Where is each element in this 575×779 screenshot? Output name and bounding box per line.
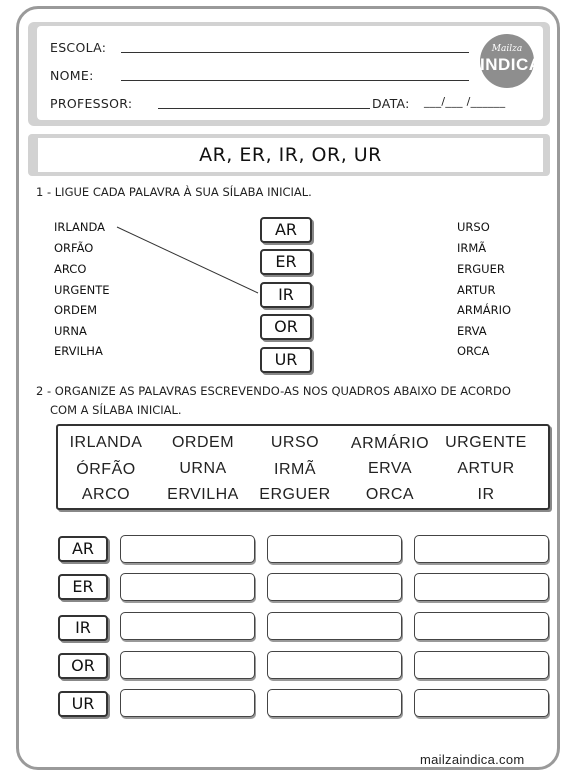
row-label-ur: UR [58, 691, 108, 717]
right-word[interactable]: IRMÃ [457, 241, 487, 255]
syllable-box-ur[interactable]: UR [260, 347, 312, 373]
bank-word: ORDEM [171, 434, 235, 451]
answer-box[interactable] [120, 612, 255, 640]
answer-box[interactable] [267, 612, 402, 640]
left-word[interactable]: URGENTE [54, 283, 110, 297]
right-word[interactable]: ORCA [457, 344, 490, 358]
right-word[interactable]: URSO [457, 220, 490, 234]
bank-word: ERVILHA [167, 486, 239, 503]
left-word[interactable]: IRLANDA [54, 220, 106, 234]
answer-box[interactable] [267, 573, 402, 601]
answer-box[interactable] [267, 651, 402, 679]
left-word[interactable]: ERVILHA [54, 344, 103, 358]
answer-box[interactable] [120, 689, 255, 717]
bank-word: ERGUER [259, 486, 331, 503]
right-word[interactable]: ARTUR [457, 283, 496, 297]
escola-label: ESCOLA: [50, 40, 107, 55]
left-word[interactable]: ARCO [54, 262, 87, 276]
left-word[interactable]: URNA [54, 324, 87, 338]
answer-box[interactable] [120, 573, 255, 601]
row-label-ar: AR [58, 536, 108, 562]
nome-label: NOME: [50, 68, 94, 83]
logo-top-text: Mailza [491, 44, 523, 54]
right-word[interactable]: ERGUER [457, 262, 505, 276]
footer-website: mailzaindica.com [420, 752, 525, 767]
right-word[interactable]: ARMÁRIO [457, 303, 512, 317]
bank-word: ÓRFÃO [76, 461, 136, 478]
bank-word: ARCO [81, 486, 131, 503]
logo-bottom-text: INDICA [480, 55, 542, 74]
question-2-line-2: COM A SÍLABA INICIAL. [50, 403, 182, 417]
bank-word: ERVA [367, 460, 413, 477]
row-label-ir: IR [58, 615, 108, 641]
answer-box[interactable] [120, 651, 255, 679]
answer-box[interactable] [414, 612, 549, 640]
syllable-box-er[interactable]: ER [260, 249, 312, 275]
page-title: AR, ER, IR, OR, UR [199, 144, 382, 166]
answer-box[interactable] [267, 535, 402, 563]
bank-word: IRMÃ [274, 461, 316, 478]
answer-box[interactable] [414, 651, 549, 679]
date-field[interactable]: ___/___ /______ [424, 95, 506, 108]
bank-word: IR [477, 486, 495, 503]
bank-word: IRLANDA [69, 434, 143, 451]
syllable-box-ar[interactable]: AR [260, 217, 312, 243]
bank-word: ORCA [365, 486, 415, 503]
answer-box[interactable] [267, 689, 402, 717]
question-2-line-1: 2 - ORGANIZE AS PALAVRAS ESCREVENDO-AS NOS QUADROS ABAIXO DE ACORDO [36, 384, 511, 398]
bank-word: ARMÁRIO [350, 435, 430, 452]
answer-box[interactable] [414, 689, 549, 717]
bank-word: URNA [179, 460, 227, 477]
bank-word: URGENTE [445, 434, 527, 451]
right-word[interactable]: ERVA [457, 324, 487, 338]
data-label: DATA: [372, 96, 410, 111]
professor-label: PROFESSOR: [50, 96, 133, 111]
bank-word: ARTUR [457, 460, 515, 477]
answer-box[interactable] [414, 573, 549, 601]
syllable-box-or[interactable]: OR [260, 314, 312, 340]
row-label-er: ER [58, 574, 108, 600]
syllable-box-ir[interactable]: IR [260, 282, 312, 308]
bank-word: URSO [270, 434, 320, 451]
answer-box[interactable] [120, 535, 255, 563]
row-label-or: OR [58, 653, 108, 679]
left-word[interactable]: ORDEM [54, 303, 98, 317]
question-1: 1 - LIGUE CADA PALAVRA À SUA SÍLABA INICIAL. [36, 185, 312, 199]
left-word[interactable]: ORFÃO [54, 241, 94, 255]
answer-box[interactable] [414, 535, 549, 563]
